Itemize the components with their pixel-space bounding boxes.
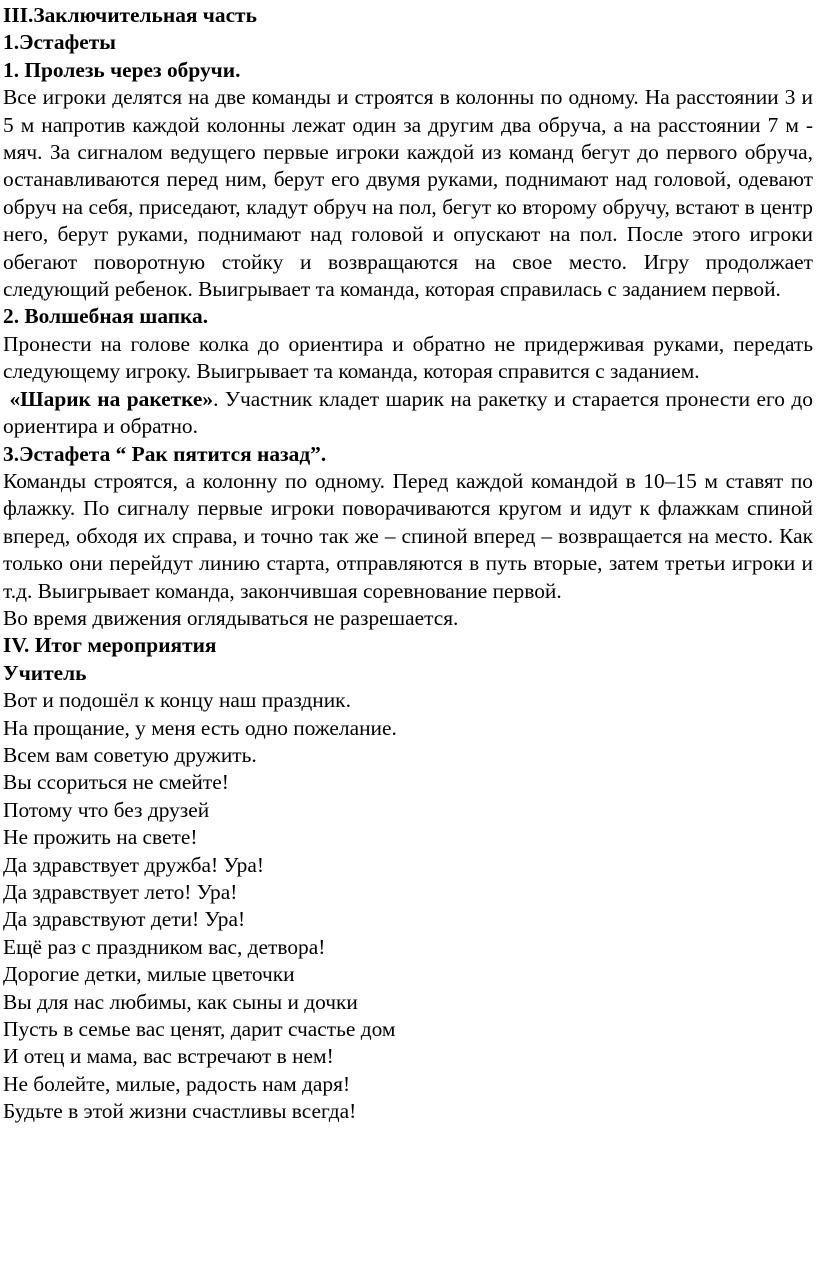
speaker-label: Учитель	[3, 660, 87, 685]
poem-line: Вы для нас любимы, как сыны и дочки	[3, 989, 358, 1014]
game3-title: 3.Эстафета “ Рак пятится назад”.	[3, 441, 327, 466]
game3-note: Во время движения оглядываться не разрешается.	[3, 605, 459, 630]
closing-poem	[3, 687, 813, 1126]
poem-line: На прощание, у меня есть одно пожелание.	[3, 715, 397, 740]
relays-title: 1.Эстафеты	[3, 30, 117, 55]
game1-text: Все игроки делятся на две команды и строятся в колонны по одному. На расстоянии 3 и 5 м напротив каждой колонны лежат один за другим два обруча, а на расстоянии 7 м - мяч. За сигналом ведущего первые игроки каждой из команд бегут до первого обруча, останавливаются перед ним, берут его двумя руками, поднимают над головой, одевают обруч на себя, приседают, кладут обруч на пол, бегут ко второму обручу, встают в центр него, берут руками, поднимают над головой и опускают на пол. После этого игроки обегают поворотную стойку и возвращаются на свое место. Игру продолжает следующий ребенок. Выигрывает та команда, которая справилась с заданием первой.	[3, 85, 813, 302]
poem-line: Дорогие детки, милые цветочки	[3, 962, 295, 987]
poem-line: Ещё раз с праздником вас, детвора!	[3, 934, 326, 959]
poem-line: Пусть в семье вас ценят, дарит счастье дом	[3, 1017, 396, 1042]
poem-line: Вот и подошёл к концу наш праздник.	[3, 688, 351, 713]
game-ball-paragraph	[3, 386, 813, 441]
poem-line: Не болейте, милые, радость нам даря!	[3, 1071, 351, 1096]
poem-line: Потому что без друзей	[3, 797, 210, 822]
poem-line: Всем вам советую дружить.	[3, 742, 257, 767]
game3-text: Команды строятся, а колонну по одному. Перед каждой командой в 10–15 м ставят по флажку. По сигналу первые игроки поворачиваются кругом и идут к флажкам спиной вперед, обходя их справа, и точно так же – спиной вперед – возвращается на место. Как только они перейдут линию старта, отправляются в путь вторые, затем третьи игроки и т.д. Выигрывает команда, закончившая соревнование первой.	[3, 468, 813, 603]
poem-line: Да здравствуют дети! Ура!	[3, 907, 246, 932]
poem-line: И отец и мама, вас встречают в нем!	[3, 1044, 334, 1069]
game-ball-text: . Участник кладет шарик на ракетку и старается пронести его до ориентира и обратно.	[3, 386, 813, 439]
poem-line: Не прожить на свете!	[3, 825, 198, 850]
game2-text: Пронести на голове колка до ориентира и обратно не придерживая руками, передать следующему игроку. Выигрывает та команда, которая справится с заданием.	[3, 331, 813, 384]
section4-title: IV. Итог мероприятия	[3, 633, 217, 658]
poem-line: Да здравствует лето! Ура!	[3, 880, 238, 904]
section3-title: III.Заключительная часть	[3, 3, 257, 27]
poem-line: Будьте в этой жизни счастливы всегда!	[3, 1099, 357, 1124]
game-ball-title: «Шарик на ракетке»	[9, 386, 214, 411]
poem-line: Да здравствует дружба! Ура!	[3, 852, 264, 877]
game1-title: 1. Пролезь через обручи.	[3, 57, 241, 82]
poem-line: Вы ссориться не смейте!	[3, 770, 229, 795]
game2-title: 2. Волшебная шапка.	[3, 304, 209, 329]
